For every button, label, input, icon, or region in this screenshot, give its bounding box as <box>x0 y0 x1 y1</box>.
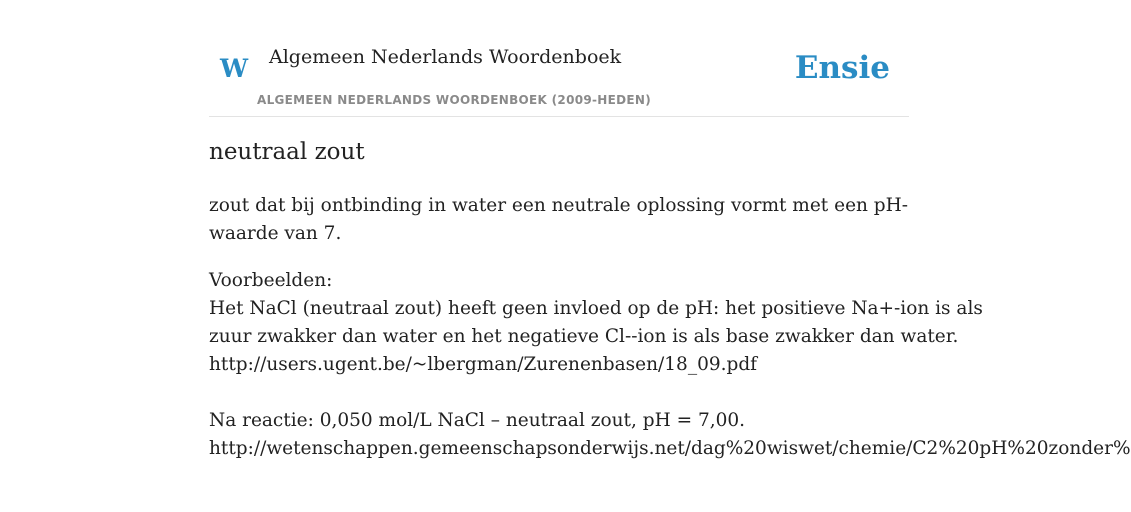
examples-section <box>209 267 1131 463</box>
example-text-line: Na reactie: 0,050 mol/L NaCl – neutraal zout, pH = 7,00. <box>209 410 746 431</box>
dictionary-subtitle: ALGEMEEN NEDERLANDS WOORDENBOEK (2009-HEDEN) <box>257 93 652 107</box>
dictionary-title[interactable]: Algemeen Nederlands Woordenboek <box>269 46 622 68</box>
ensie-logo[interactable]: Ensie <box>794 50 890 86</box>
examples-label: Voorbeelden: <box>209 270 333 291</box>
dictionary-header <box>209 40 909 117</box>
example-spacer <box>209 379 1131 407</box>
example-text-line: Het NaCl (neutraal zout) heeft geen invloed op de pH: het positieve Na+-ion is als <box>209 298 983 319</box>
anw-logo-icon: W <box>220 54 249 83</box>
definition-text: zout dat bij ontbinding in water een neutrale oplossing vormt met een pH-waarde van 7. <box>209 195 909 244</box>
page-title: neutraal zout <box>209 139 365 165</box>
example-source-link[interactable]: http://wetenschappen.gemeenschapsonderwijs.net/dag%20wiswet/chemie/C2%20pH%20zonder% <box>209 438 1131 459</box>
example-text-line: zuur zwakker dan water en het negatieve Cl--ion is als base zwakker dan water. <box>209 326 959 347</box>
example-source-link[interactable]: http://users.ugent.be/~lbergman/Zurenenbasen/18_09.pdf <box>209 354 758 375</box>
example-item <box>209 295 1131 379</box>
example-item <box>209 407 1131 463</box>
